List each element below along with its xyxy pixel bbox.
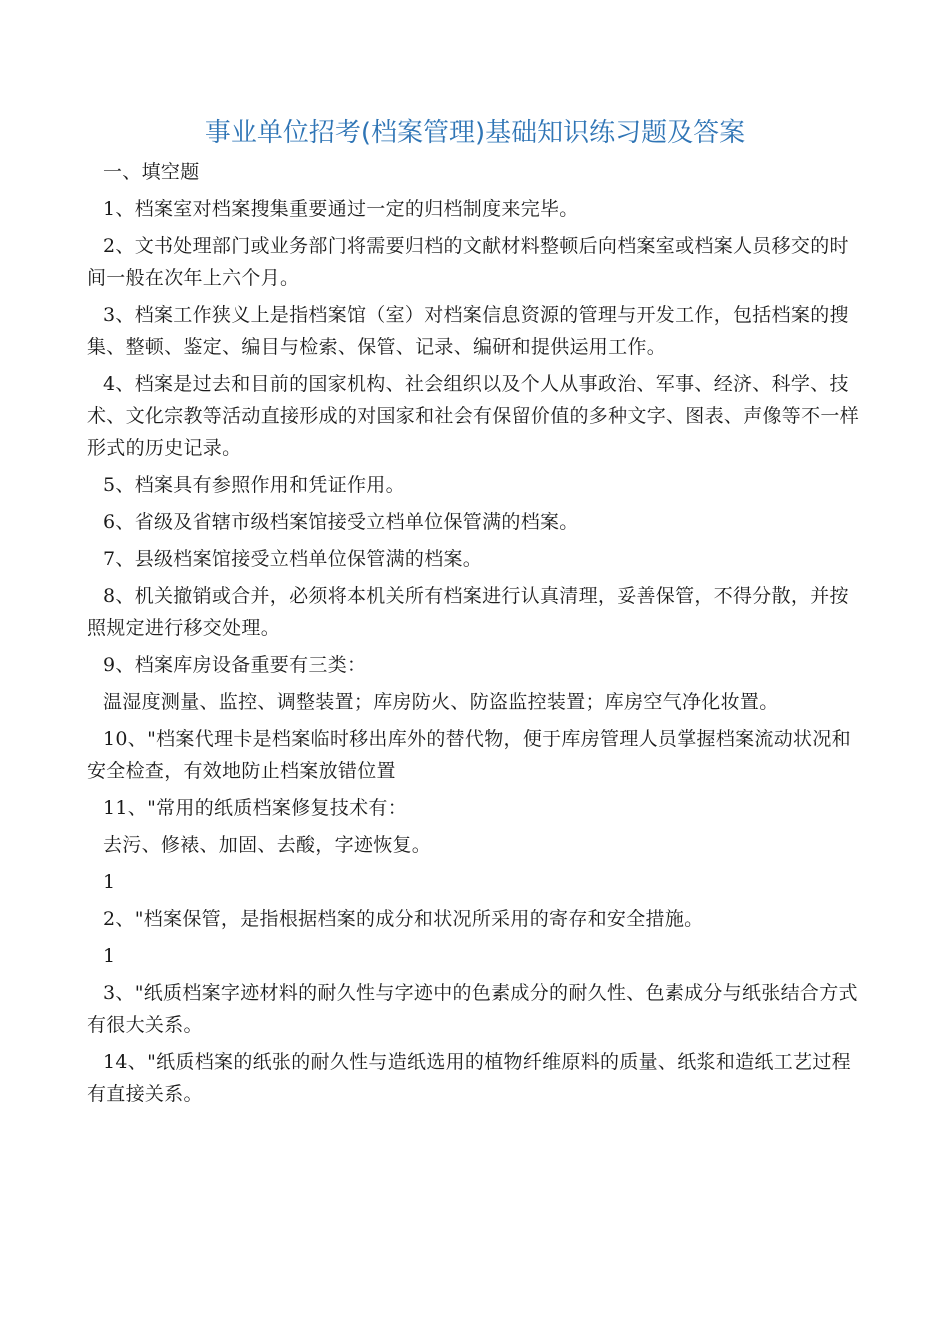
paragraph: 1: [103, 945, 116, 967]
paragraph: 2、文书处理部门或业务部门将需要归档的文献材料整顿后向档案室或档案人员移交的时间一般在次年上六个月。: [87, 235, 849, 289]
paragraph: 2、"档案保管，是指根据档案的成分和状况所采用的寄存和安全措施。: [103, 908, 704, 930]
paragraph: 温湿度测量、监控、调整装置；库房防火、防盗监控装置；库房空气净化妆置。: [103, 691, 779, 713]
paragraph: 5、档案具有参照作用和凭证作用。: [103, 474, 405, 496]
document-body: [87, 156, 865, 1115]
paragraph: 3、档案工作狭义上是指档案馆（室）对档案信息资源的管理与开发工作，包括档案的搜集、整顿、鉴定、编目与检索、保管、记录、编研和提供运用工作。: [87, 304, 849, 358]
document-title: 事业单位招考(档案管理)基础知识练习题及答案: [204, 118, 746, 148]
paragraph: 7、县级档案馆接受立档单位保管满的档案。: [103, 548, 483, 570]
paragraph: 4、档案是过去和目前的国家机构、社会组织以及个人从事政治、军事、经济、科学、技术、文化宗教等活动直接形成的对国家和社会有保留价值的多种文字、图表、声像等不一样形式的历史记录。: [87, 373, 860, 459]
paragraph: 3、"纸质档案字迹材料的耐久性与字迹中的色素成分的耐久性、色素成分与纸张结合方式有很大关系。: [87, 982, 858, 1036]
section-heading: 一、填空题: [103, 161, 200, 183]
paragraph: 6、省级及省辖市级档案馆接受立档单位保管满的档案。: [103, 511, 579, 533]
paragraph: 1: [103, 871, 116, 893]
paragraph: 1、档案室对档案搜集重要通过一定的归档制度来完毕。: [103, 198, 579, 220]
paragraph: 9、档案库房设备重要有三类：: [103, 654, 367, 676]
paragraph: 11、"常用的纸质档案修复技术有：: [103, 797, 408, 819]
paragraph: 10、"档案代理卡是档案临时移出库外的替代物，便于库房管理人员掌握档案流动状况和安全检查，有效地防止档案放错位置: [87, 728, 851, 782]
paragraph: 8、机关撤销或合并，必须将本机关所有档案进行认真清理，妥善保管，不得分散，并按照规定进行移交处理。: [87, 585, 849, 639]
paragraph: 14、"纸质档案的纸张的耐久性与造纸选用的植物纤维原料的质量、纸浆和造纸工艺过程有直接关系。: [87, 1051, 851, 1105]
paragraph: 去污、修裱、加固、去酸，字迹恢复。: [103, 834, 432, 856]
